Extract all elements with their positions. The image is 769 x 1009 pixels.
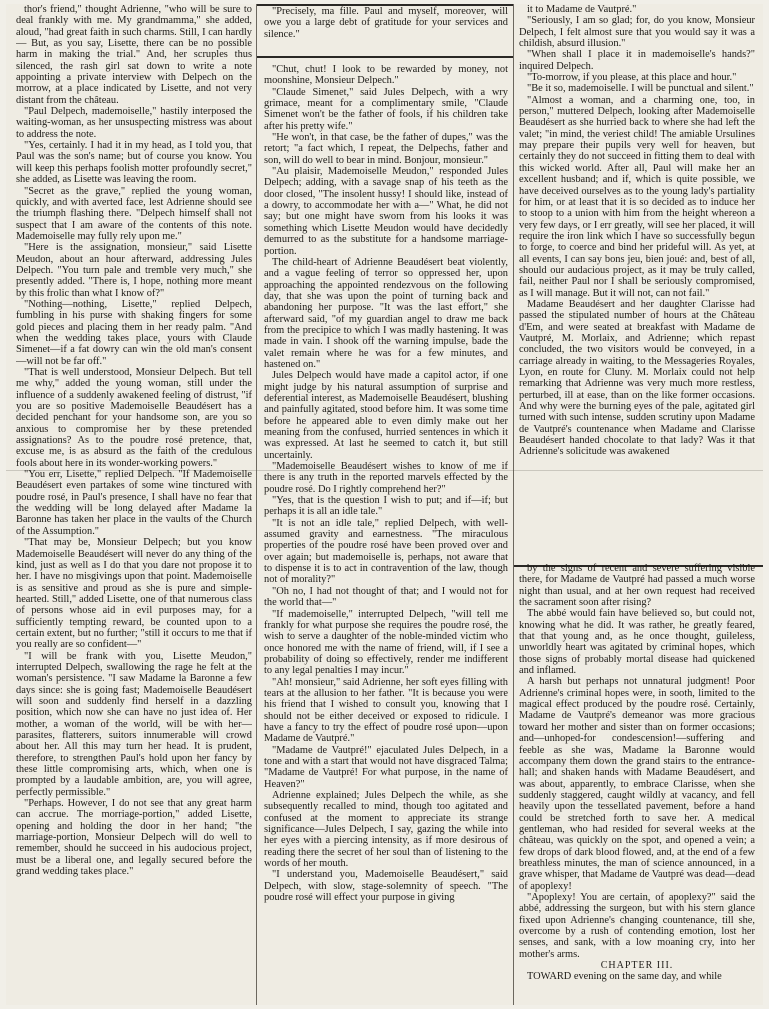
paragraph: "If mademoiselle," interrupted Delpech, "will tell me frankly for what purpose she requires the poudre rosé, the wish to serve a daughter of the noble-minded victim who once honored me with the name of friend, will, if I see a probability of doing so effectively, render me indifferent to any legal penalties I may incur."	[264, 608, 508, 677]
paragraph: The abbé would fain have believed so, but could not, knowing what he did. It was rather, he greatly feared, that that young and, as he once thought, guileless, unworldly heart was agitated by criminal hopes, which those signs of probably mortal disease had quickened and inflamed.	[519, 608, 755, 677]
paragraph: "To-morrow, if you please, at this place and hour."	[527, 72, 737, 84]
chapter-heading: CHAPTER III.	[600, 960, 674, 972]
column-rule-right	[513, 4, 514, 1005]
paragraph: "It is not an idle tale," replied Delpech, with well-assumed gravity and earnestness. "The miraculous properties of the poudre rosé have been proved over and over again; but mademoiselle is, perhaps, not aware that to dispense it is to act in contravention of the law, though not of morality?"	[264, 517, 508, 586]
paragraph: The child-heart of Adrienne Beaudésert beat violently, and a vague feeling of terror so oppressed her, upon approaching the appointed rendezvous on the following day, that she was upon the point of turning back and abandoning her purpose. "It was the last effort," she afterward said, "of my guardian angel to draw me back from the precipice to which I was madly hastening. It was made in vain. I shook off the warning impulse, bade the valet remain where he was for a few minutes, and hastened on."	[264, 256, 508, 370]
paragraph: "Perhaps. However, I do not see that any great harm can accrue. The morriage-portion," added Lisette, opening and holding the door in her hand; "the marriage-portion, Monsieur Delpech will do well to remember, should he succeed in his audocious project, must be a liberal one, and legally secured before the grand wedding takes place."	[16, 798, 252, 878]
paragraph: "Seriously, I am so glad; for, do you know, Monsieur Delpech, I felt almost sure that you would say it was a childish, absurd illusion."	[519, 15, 755, 50]
column-rule-left	[256, 4, 257, 1005]
paragraph: "Here is the assignation, monsieur," said Lisette Meudon, about an hour afterward, addressing Jules Delpech. "You turn pale and tremble very much," she presently added. "There is, I hope, nothing more meant by this frolic than what I know of?"	[16, 242, 252, 299]
paragraph: "Nothing—nothing, Lisette," replied Delpech, fumbling in his purse with shaking fingers for some gold pieces and placing them in her ready palm. "And when the wedding takes place, yours with Claude Simenet—if a fat dowry can win the old man's consent—will not be far off."	[16, 298, 252, 367]
paragraph: by the signs of recent and severe suffering visible there, for Madame de Vautpré had passed a much worse night than usual, and at her own request had received the sacrament soon after rising?	[519, 563, 755, 609]
column-3-top-block	[519, 4, 755, 559]
paragraph: "Be it so, mademoiselle. I will be punctual and silent."	[527, 83, 754, 95]
paragraph: "Paul Delpech, mademoiselle," hastily interposed the waiting-woman, as her unsuspecting mistress was about to address the note.	[16, 106, 252, 140]
paragraph: "Precisely, ma fille. Paul and myself, moreover, will owe you a large debt of gratitude for your services and silence."	[264, 6, 508, 40]
column-3-text	[519, 563, 755, 960]
paragraph: "Apoplexy! You are certain, of apoplexy?" said the abbé, addressing the surgeon, but with his stern glance fixed upon Adrienne's changing countenance, till she, overcome by a rush of contending emotion, lost her senses, and sank, with a low moaning cry, into her mother's arms.	[519, 891, 755, 960]
column-2-text	[264, 64, 508, 903]
column-3	[519, 4, 755, 1000]
paragraph: "Oh no, I had not thought of that; and I would not for the world that—"	[264, 585, 508, 609]
paragraph: "He won't, in that case, be the father of dupes," was the retort; "a fact which, I repeat, the Delpechs, father and son, will do well to bear in mind. Bonjour, monsieur."	[264, 132, 508, 166]
column-1-text	[16, 4, 252, 877]
paragraph: "Mademoiselle Beaudésert wishes to know of me if there is any truth in the reported marvels effected by the poudre rosé. Do I rightly comprehend her?"	[264, 461, 508, 495]
paragraph: "When shall I place it in mademoiselle's hands?" inquired Delpech.	[519, 49, 755, 72]
paragraph: "Almost a woman, and a charming one, too, in person," muttered Delpech, looking after Mademoiselle Beaudésert as she hurried back to where she had left the valet; "in mind, the veriest child! The amiable Ursulines may prepare their pupils very well for heaven, but certainly they do not succeed in fitting them to deal with this wicked world. After all, Paul will make her an excellent husband; and if, which is quite possible, we have deceived ourselves as to the young lady's partiality for him, or at least that it is so decided as to induce her to stoop to a union with him from the height whereon a very few days, or I err greatly, will see her placed, it will require the iron link which I have so successfully begun to forge, to coerce and bind her prideful will. As yet, at all events, I can say bons jeu, bien joué: and, best of all, should our audacious project, as it may be truly called, fail, neither Paul nor I shall be seriously compromised, as I will manage. But it will not, can not fail."	[519, 94, 755, 299]
paragraph: Adrienne explained; Jules Delpech the while, as she subsequently recalled to mind, though too agitated and confused at the moment to appreciate its strange significance—Jules Delpech, I say, gazing the while into her eyes with a piercing intensity, as if more desirous of reading there the secret of her soul than of listening to the words of her mouth.	[264, 790, 508, 870]
paragraph: "You err, Lisette," replied Delpech. "If Mademoiselle Beaudésert even partakes of some wine tinctured with poudre rosé, in Paul's presence, I shall have no fear that the wedding will be long delayed after Madame la Baronne has taken her place in the vaults of the Church of the Assumption."	[16, 469, 252, 537]
paragraph: "That may be, Monsieur Delpech; but you know Mademoiselle Beaudésert will never do any thing of the kind, just as well as I do that you dare not propose it to her. I have no misgivings upon that point. Mademoiselle is as sensitive and proud as she is pure and simple-hearted. Still," added Lisette, one of that numerous class of persons whose aid in evil purposes may, for a sufficiently tempting reward, be counted upon to a certain extent, but no further; "still it occurs to me that if you really are so confident—"	[16, 537, 252, 651]
paragraph: "Claude Simenet," said Jules Delpech, with a wry grimace, meant for a complimentary smile, "Claude Simenet won't be the father of fools, if his children take after his pretty wife."	[264, 86, 508, 132]
paragraph: "Yes, certainly. I had it in my head, as I told you, that Paul was the son's name; but of course you know. You will keep this perhaps foolish motter profoundly secret," she added, as Lisette was leaving the room.	[16, 140, 252, 186]
paragraph: "Chut, chut! I look to be rewarded by money, not moonshine, Monsieur Delpech."	[264, 64, 508, 87]
chapter-opening-line: TOWARD evening on the same day, and while	[527, 971, 722, 983]
paragraph: "Yes, that is the question I wish to put; and if—if; but perhaps it is all an idle tale."	[264, 495, 508, 518]
column-2	[264, 4, 508, 1000]
paragraph: "Au plaisir, Mademoiselle Meudon," responded Jules Delpech; adding, with a savage snap of his teeth as the door closed, "The insolent hussy! I should like, instead of a dowry, to accommodate her with a—" What, he did not say; but one might have sworn from his looks it was something which Lisette Meudon would have decidedly demurred to as the substitute for a handsome marriage-portion.	[264, 166, 508, 257]
paragraph: thor's friend," thought Adrienne, "who will be sure to deal frankly with me. My grandmamma," she added, aloud, "had great faith in such charms. Still, I can hardly— But, as you say, Lisette, there can be no possible harm in making the trial." And, her scruples thus silenced, the rash girl sat down to write a note appointing a private interview with Delpech on the morrow, at a place indicated by Lisette, and not very distant from the château.	[16, 4, 252, 106]
paragraph: "That is well understood, Monsieur Delpech. But tell me why," added the young woman, still under the influence of a suddenly awakened feeling of distrust, "if you are so positive Mademoiselle Beaudésert has a decided penchant for your handsome son, are you so anxious to compromise her by these pretended assignations? As to the poudre rosé pretence, that, excuse me, is as absurd as the faith of the credulous fools about here in its wonder-working powers."	[16, 367, 252, 469]
paragraph: Madame Beaudésert and her daughter Clarisse had passed the stipulated number of hours at the Château d'Em, and were seated at breakfast with Madame de Vautpré, M. Morlaix, and Adrienne; which repast concluded, the two visitors would be conveyed, in a carriage already in waiting, to the Messageries Royales, Lyon, en route for Cluny. M. Morlaix could not help remarking that Adrienne was very much more restless, perturbed, ill at ease, than on the like former occasions. And why were the burning eyes of the pale, agitated girl turned with such intense, sudden scrutiny upon Madame de Vautpré's countenance when Madame and Clarisse Beaudésert handed chocolate to that lady? Was it that Adrienne's solicitude was awakened	[519, 298, 755, 458]
paragraph: "Ah! monsieur," said Adrienne, her soft eyes filling with tears at the allusion to her father. "It is because you were his friend that I wished to consult you, knowing that I should not be either deceived or exposed to ridicule. I have a fancy to try the effect of poudre rosé upon—upon Madame de Vautpré."	[264, 676, 508, 745]
paragraph: "I will be frank with you, Lisette Meudon," interrupted Delpech, swallowing the rage he felt at the woman's persistence. "I saw Madame la Baronne a few days since: she is going fast; Mademoiselle Beaudésert will soon and suddenly find herself in a dazzling position, which now she can have no just idea of. Her mother, a woman of the world, will be with her—parasites, flatterers, suitors innumerable will crowd about her. All this may turn her head. It is prudent, therefore, to strengthen Paul's hold upon her fancy by these little compromising arts, which, when one is prompted by a laudable ambition, are, you will agree, perfectly permissible."	[16, 650, 252, 798]
paragraph: "Madame de Vautpré!" ejaculated Jules Delpech, in a tone and with a start that would not have disgraced Talma; "Madame de Vautpré! For what purpose, in the name of Heaven?"	[264, 744, 508, 790]
newspaper-page	[6, 4, 763, 1005]
paragraph: Jules Delpech would have made a capitol actor, if one might judge by his natural assumption of surprise and deferential interest, as Mademoiselle Beaudésert, blushing and painfully agitated, stood before him. It was some time before he appeared able to even dimly make out her meaning from the confused, hurried sentences in which it was expressed. At last he seemed to catch it, but still uncertainly.	[264, 370, 508, 461]
column-1	[16, 4, 252, 1000]
paragraph: "Secret as the grave," replied the young woman, quickly, and with averted face, lest Adrienne should see the triumph flashing there. "Delpech himself shall not suspect that I am aware of the contents of this note. Mademoiselle may fully rely upon me."	[16, 185, 252, 242]
paragraph: it to Madame de Vautpré."	[527, 4, 637, 15]
paragraph: A harsh but perhaps not unnatural judgment! Poor Adrienne's criminal hopes were, in sooth, limited to the magical effect produced by the poudre rosé. Certainly, Madame de Vautpré's demeanor was more gracious toward her mother and sister than on former occasions; and—unhoped-for condescension!—suffering and feeble as she was, Madame la Baronne would accompany them down the grand stairs to the entrance-hall; and shaken hands with Madame Beaudésert, and was about, apparently, to embrace Clarisse, when she suddenly staggered, caught wildly at vacancy, and fell heavily upon the tessellated pavement, before a hand could be stretched forth to save her. A medical gentleman, who had resided for several weeks at the château, was quickly on the spot, and opened a vein; a few drops of dark blood flowed, and, at the end of a few breathless minutes, the man of science announced, in a grave whisper, that Madame de Vautpré was dead—dead of apoplexy!	[519, 676, 755, 892]
paragraph: "I understand you, Mademoiselle Beaudésert," said Delpech, with slow, stage-solemnity of speech. "The poudre rosé will effect your purpose in giving	[264, 869, 508, 904]
column-2-top-block	[264, 6, 508, 61]
